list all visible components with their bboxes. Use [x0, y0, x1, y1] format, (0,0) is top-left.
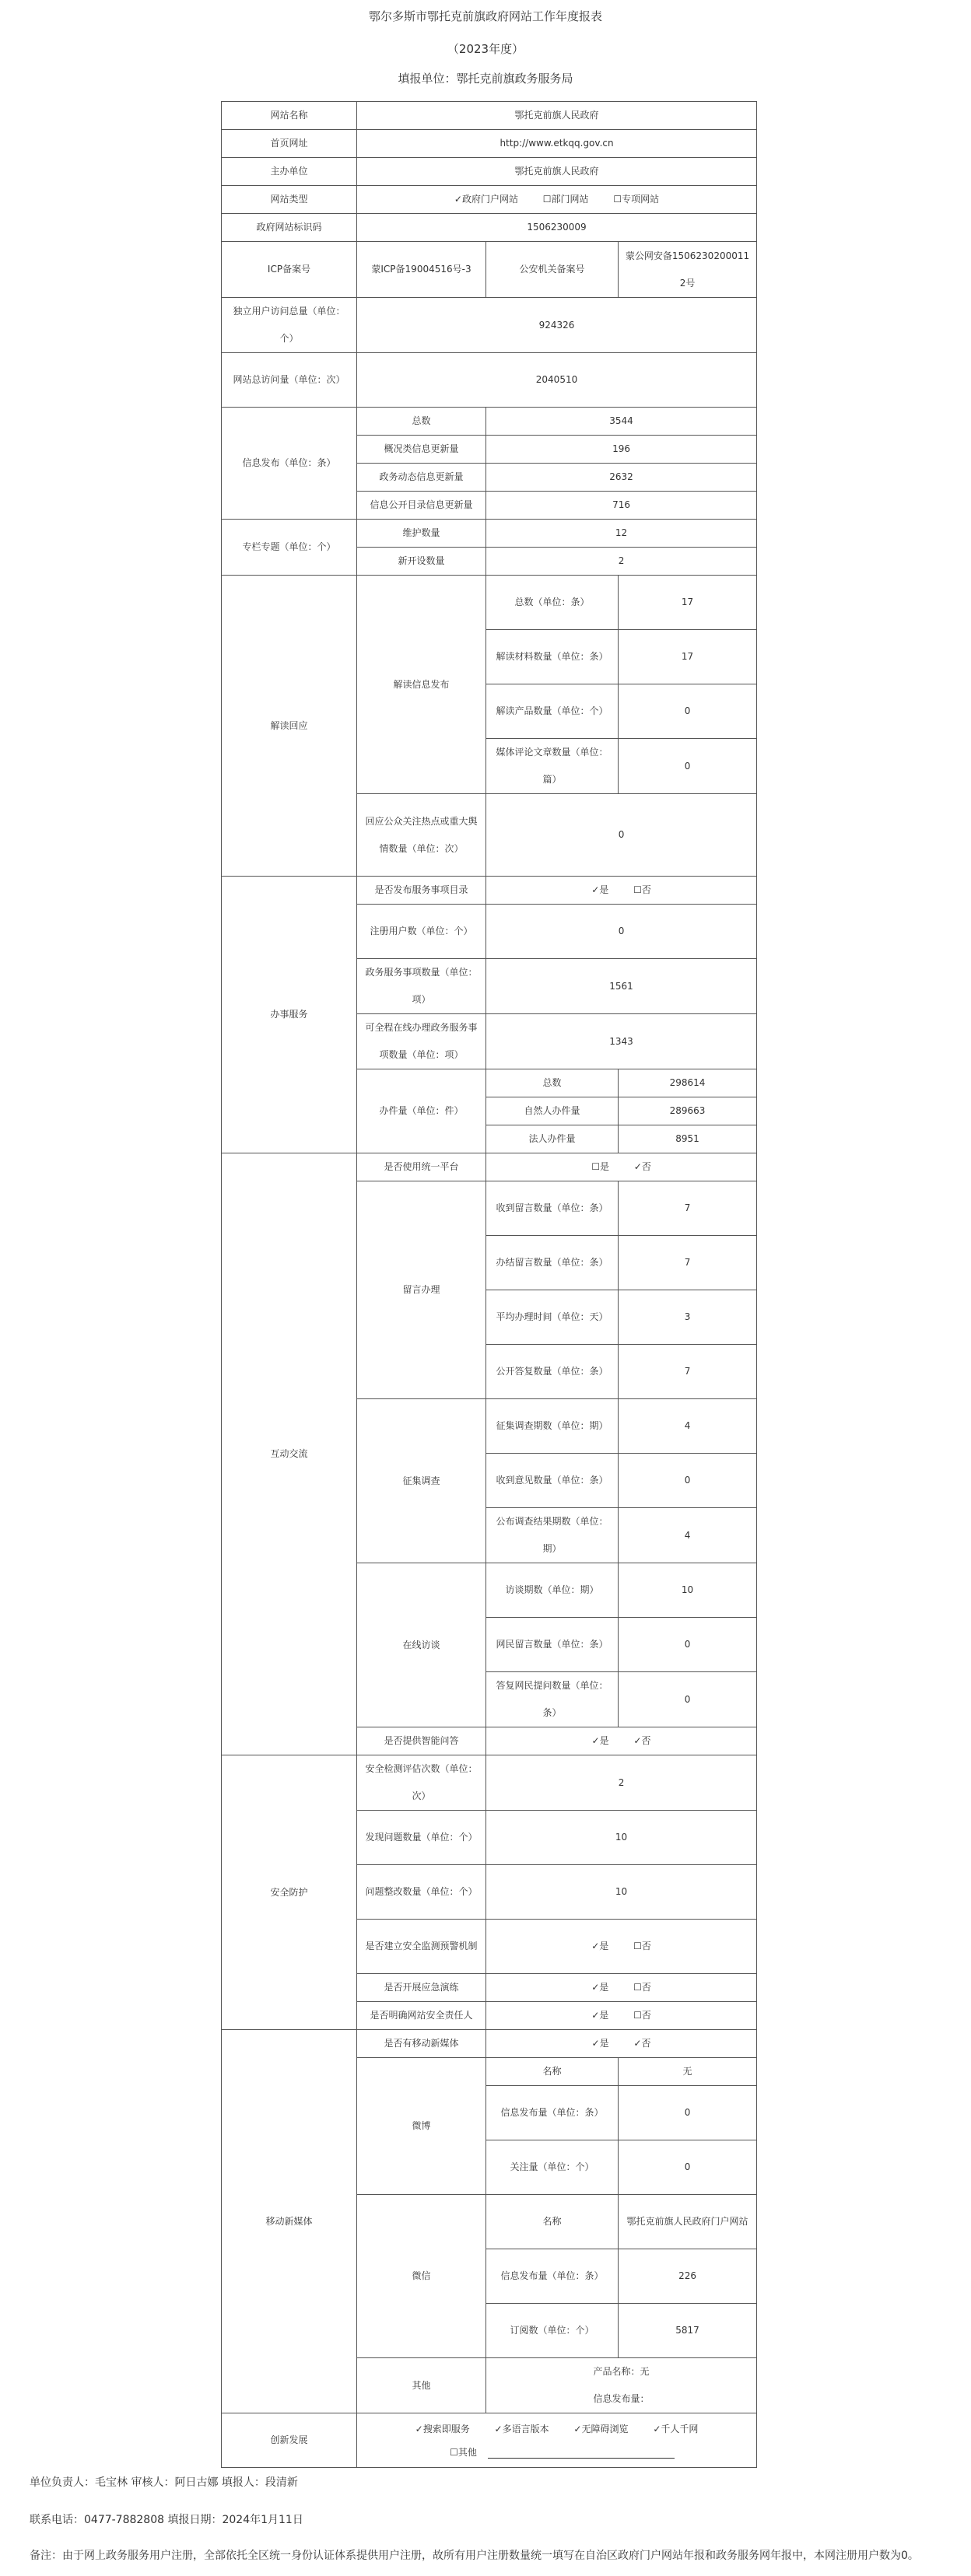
- label-cell: 收到留言数量（单位：条）: [486, 1181, 619, 1236]
- other-media-cell: [486, 2358, 757, 2413]
- checkbox-no[interactable]: ☐否: [633, 1982, 651, 1993]
- value-cell: 7: [619, 1236, 757, 1290]
- checkbox-no[interactable]: ✓否: [633, 1735, 651, 1746]
- label-cell: 办结留言数量（单位：条）: [486, 1236, 619, 1290]
- label-cell: 媒体评论文章数量（单位：篇）: [486, 739, 619, 794]
- label-cell: 公开答复数量（单位：条）: [486, 1345, 619, 1399]
- label-cell: 主办单位: [222, 158, 357, 186]
- label-cell: ICP备案号: [222, 242, 357, 298]
- value-cell: 7: [619, 1345, 757, 1399]
- label-cell: 收到意见数量（单位：条）: [486, 1454, 619, 1508]
- checkbox-group: [486, 1727, 757, 1755]
- site-type-options: [357, 186, 757, 214]
- label-cell: 公安机关备案号: [486, 242, 619, 298]
- checkbox-no[interactable]: ✓否: [633, 1161, 651, 1172]
- checkbox-no[interactable]: ✓否: [633, 2038, 651, 2049]
- checkbox-no[interactable]: ☐否: [633, 884, 651, 895]
- label-cell: 自然人办件量: [486, 1097, 619, 1125]
- table-row: [222, 520, 757, 548]
- label-cell: 概况类信息更新量: [357, 436, 486, 464]
- label-cell: 是否开展应急演练: [357, 1974, 486, 2002]
- sub-section: 在线访谈: [357, 1563, 486, 1727]
- label-cell: 维护数量: [357, 520, 486, 548]
- label-cell: 总数: [486, 1069, 619, 1097]
- checkbox-no[interactable]: ☐否: [633, 2010, 651, 2021]
- label-cell: 发现问题数量（单位：个）: [357, 1811, 486, 1865]
- checkbox-accessibility[interactable]: ✓无障碍浏览: [573, 2423, 629, 2434]
- value-cell: 0: [619, 684, 757, 739]
- value-cell: 0: [619, 2140, 757, 2195]
- value-cell: 10: [486, 1811, 757, 1865]
- table-row: [222, 214, 757, 242]
- label-cell: 总数（单位：条）: [486, 576, 619, 630]
- value-cell: 4: [619, 1508, 757, 1563]
- checkbox-group: [486, 1920, 757, 1974]
- table-row: [222, 408, 757, 436]
- footer-note: 备注：由于网上政务服务用户注册，全部依托全区统一身份认证体系提供用户注册，故所有用户注册数量统一填写在自治区政府门户网站年报和政务服务网年报中，本网注册用户数为0。: [30, 2550, 919, 2562]
- sub-section: 微博: [357, 2058, 486, 2195]
- value-cell: 3: [619, 1290, 757, 1345]
- label-cell: 安全检测评估次数（单位：次）: [357, 1755, 486, 1811]
- label-cell: 独立用户访问总量（单位：个）: [222, 298, 357, 353]
- value-cell: 716: [486, 492, 757, 520]
- label-cell: 解读产品数量（单位：个）: [486, 684, 619, 739]
- other-blank-line: [488, 2447, 675, 2459]
- footer-signatories: 单位负责人：毛宝林 审核人：阿日古娜 填报人：段清新: [30, 2476, 298, 2489]
- report-table: [221, 101, 757, 2468]
- sub-section: 办件量（单位：件）: [357, 1069, 486, 1153]
- value-cell: 鄂托克前旗人民政府: [357, 158, 757, 186]
- label-cell: 是否有移动新媒体: [357, 2030, 486, 2058]
- checkbox-group: [486, 1153, 757, 1181]
- value-cell: 17: [619, 630, 757, 684]
- label-cell: 是否使用统一平台: [357, 1153, 486, 1181]
- sub-section: 解读信息发布: [357, 576, 486, 794]
- label-cell: 解读材料数量（单位：条）: [486, 630, 619, 684]
- table-row: [222, 186, 757, 214]
- label-cell: 公布调查结果期数（单位：期）: [486, 1508, 619, 1563]
- label-cell: 是否明确网站安全责任人: [357, 2002, 486, 2030]
- value-cell: 0: [619, 2086, 757, 2140]
- table-row: [222, 2030, 757, 2058]
- checkbox-yes[interactable]: ✓是: [591, 2010, 609, 2021]
- value-cell: 鄂托克前旗人民政府: [357, 102, 757, 130]
- label-cell: 是否提供智能问答: [357, 1727, 486, 1755]
- checkbox-other[interactable]: ☐其他: [450, 2446, 477, 2458]
- label-cell: 网站总访问量（单位：次）: [222, 353, 357, 408]
- checkbox-yes[interactable]: ✓是: [591, 2038, 609, 2049]
- value-cell: 1343: [486, 1014, 757, 1069]
- section-interact: 互动交流: [222, 1153, 357, 1755]
- table-row: [222, 1755, 757, 1811]
- label-cell: 首页网址: [222, 130, 357, 158]
- section-mobile: 移动新媒体: [222, 2030, 357, 2413]
- label-cell: 答复网民提问数量（单位：条）: [486, 1672, 619, 1727]
- table-row: [222, 130, 757, 158]
- other-product-name: 产品名称：无: [593, 2366, 650, 2377]
- table-row: [222, 242, 757, 298]
- value-cell: 0: [486, 905, 757, 959]
- checkbox-special[interactable]: ☐专项网站: [613, 194, 660, 205]
- value-cell: 12: [486, 520, 757, 548]
- value-cell: 1561: [486, 959, 757, 1014]
- value-cell: 0: [619, 739, 757, 794]
- value-cell: 8951: [619, 1125, 757, 1153]
- checkbox-yes[interactable]: ✓是: [591, 884, 609, 895]
- value-cell: 2632: [486, 464, 757, 492]
- checkbox-yes[interactable]: ☐是: [591, 1161, 609, 1172]
- checkbox-yes[interactable]: ✓是: [591, 1982, 609, 1993]
- report-year: （2023年度）: [447, 42, 524, 56]
- report-org: 填报单位：鄂托克前旗政务服务局: [398, 72, 573, 86]
- value-cell: 10: [619, 1563, 757, 1618]
- value-cell: 0: [619, 1618, 757, 1672]
- label-cell: 政府网站标识码: [222, 214, 357, 242]
- checkbox-yes[interactable]: ✓是: [591, 1941, 609, 1951]
- value-cell: 10: [486, 1865, 757, 1920]
- sub-section: 征集调查: [357, 1399, 486, 1563]
- label-cell: 订阅数（单位：个）: [486, 2304, 619, 2358]
- value-cell: 196: [486, 436, 757, 464]
- checkbox-multilanguage[interactable]: ✓多语言版本: [494, 2423, 549, 2434]
- value-cell: 蒙公网安备15062302000112号: [619, 242, 757, 298]
- value-cell: 1506230009: [357, 214, 757, 242]
- label-cell: 政务动态信息更新量: [357, 464, 486, 492]
- table-row: [222, 1153, 757, 1181]
- homepage-link[interactable]: http://www.etkqq.gov.cn: [357, 130, 757, 158]
- table-row: [222, 353, 757, 408]
- section-security: 安全防护: [222, 1755, 357, 2030]
- value-cell: 2: [486, 548, 757, 576]
- value-cell: 鄂托克前旗人民政府门户网站: [619, 2195, 757, 2249]
- label-cell: 可全程在线办理政务服务事项数量（单位：项）: [357, 1014, 486, 1069]
- value-cell: 无: [619, 2058, 757, 2086]
- label-cell: 名称: [486, 2195, 619, 2249]
- innovation-options: [357, 2413, 757, 2468]
- sub-section: 留言办理: [357, 1181, 486, 1399]
- checkbox-group: [486, 2030, 757, 2058]
- table-row: [222, 102, 757, 130]
- label-cell: 关注量（单位：个）: [486, 2140, 619, 2195]
- section-interpret: 解读回应: [222, 576, 357, 877]
- value-cell: 0: [619, 1672, 757, 1727]
- label-cell: 信息发布量（单位：条）: [486, 2249, 619, 2304]
- other-info-count: 信息发布量：: [593, 2393, 650, 2404]
- table-row: [222, 298, 757, 353]
- label-cell: 征集调查期数（单位：期）: [486, 1399, 619, 1454]
- value-cell: 3544: [486, 408, 757, 436]
- checkbox-department[interactable]: ☐部门网站: [542, 194, 589, 205]
- label-cell: 是否建立安全监测预警机制: [357, 1920, 486, 1974]
- value-cell: 17: [619, 576, 757, 630]
- sub-section: 其他: [357, 2358, 486, 2413]
- section-info: 信息发布（单位：条）: [222, 408, 357, 520]
- label-cell: 是否发布服务事项目录: [357, 877, 486, 905]
- report-title: 鄂尔多斯市鄂托克前旗政府网站工作年度报表: [368, 9, 602, 23]
- section-innovation: 创新发展: [222, 2413, 357, 2468]
- value-cell: 2040510: [357, 353, 757, 408]
- checkbox-portal[interactable]: ✓政府门户网站: [454, 194, 518, 205]
- value-cell: 924326: [357, 298, 757, 353]
- label-cell: 政务服务事项数量（单位：项）: [357, 959, 486, 1014]
- value-cell: 5817: [619, 2304, 757, 2358]
- label-cell: 总数: [357, 408, 486, 436]
- label-cell: 注册用户数（单位：个）: [357, 905, 486, 959]
- checkbox-personalized[interactable]: ✓千人千网: [653, 2423, 699, 2434]
- label-cell: 信息发布量（单位：条）: [486, 2086, 619, 2140]
- value-cell: 298614: [619, 1069, 757, 1097]
- label-cell: 法人办件量: [486, 1125, 619, 1153]
- table-row: [222, 576, 757, 630]
- footer-contact: 联系电话：0477-7882808 填报日期：2024年1月11日: [30, 2514, 303, 2526]
- label-cell: 网民留言数量（单位：条）: [486, 1618, 619, 1672]
- section-service: 办事服务: [222, 877, 357, 1153]
- section-column: 专栏专题（单位：个）: [222, 520, 357, 576]
- label-cell: 名称: [486, 2058, 619, 2086]
- table-row: [222, 2413, 757, 2468]
- label-cell: 信息公开目录信息更新量: [357, 492, 486, 520]
- checkbox-group: [486, 877, 757, 905]
- label-cell: 平均办理时间（单位：天）: [486, 1290, 619, 1345]
- table-row: [222, 158, 757, 186]
- table-row: [222, 877, 757, 905]
- label-cell: 网站类型: [222, 186, 357, 214]
- value-cell: 0: [486, 794, 757, 877]
- value-cell: 0: [619, 1454, 757, 1508]
- value-cell: 289663: [619, 1097, 757, 1125]
- checkbox-group: [486, 2002, 757, 2030]
- label-cell: 新开设数量: [357, 548, 486, 576]
- checkbox-search-service[interactable]: ✓搜索即服务: [415, 2423, 470, 2434]
- label-cell: 回应公众关注热点或重大舆情数量（单位：次）: [357, 794, 486, 877]
- label-cell: 问题整改数量（单位：个）: [357, 1865, 486, 1920]
- label-cell: 访谈期数（单位：期）: [486, 1563, 619, 1618]
- value-cell: 7: [619, 1181, 757, 1236]
- value-cell: 4: [619, 1399, 757, 1454]
- checkbox-no[interactable]: ☐否: [633, 1941, 651, 1951]
- value-cell: 226: [619, 2249, 757, 2304]
- label-cell: 网站名称: [222, 102, 357, 130]
- value-cell: 2: [486, 1755, 757, 1811]
- checkbox-yes[interactable]: ✓是: [591, 1735, 609, 1746]
- value-cell: 蒙ICP备19004516号-3: [357, 242, 486, 298]
- sub-section: 微信: [357, 2195, 486, 2358]
- checkbox-group: [486, 1974, 757, 2002]
